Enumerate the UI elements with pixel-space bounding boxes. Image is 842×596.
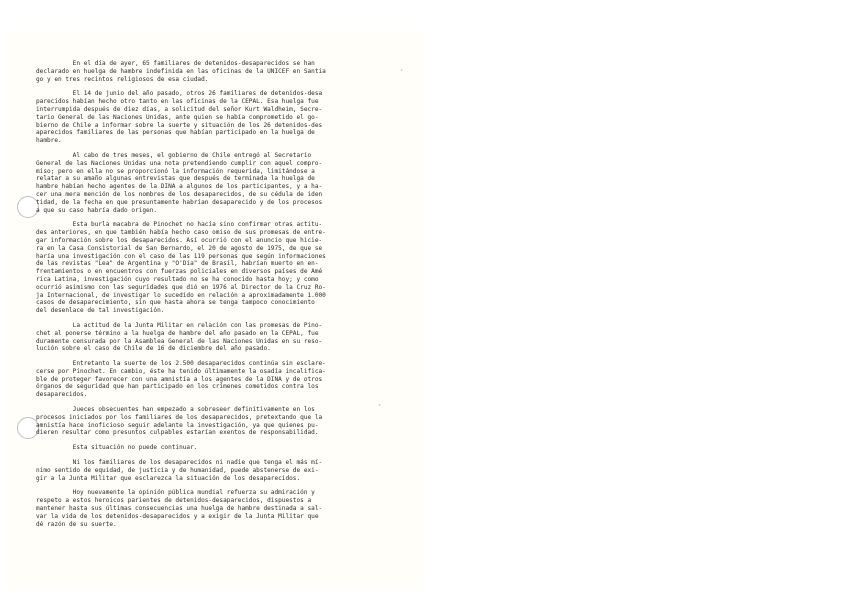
text-line: procesos iniciados por los familiares de los desaparecidos, pretextando que la <box>36 413 323 421</box>
text-line: relatar a su amaño algunas entrevistas que después de terminada la huelga de <box>36 175 315 183</box>
text-line: nimo sentido de equidad, de justicia y de humanidad, puede abstenerse de exi- <box>36 466 319 474</box>
text-line: var la vida de los detenidos-desaparecidos y a exigir de la Junta Militar que <box>36 512 319 520</box>
text-line: cer una mera mención de los nombres de los desaparecidos, de su cédula de iden <box>36 190 323 198</box>
paragraph-gap <box>36 353 418 360</box>
paragraph <box>36 459 418 482</box>
text-line: hambre habían hecho agentes de la DINA a algunos de los participantes, y a ha- <box>36 183 323 191</box>
text-line: mantener hasta sus últimas consecuencias una huelga de hambre destinada a sal- <box>36 505 323 513</box>
text-line: frentamientos o en encuentros con fuerzas policiales en diversos países de Amé <box>36 268 323 276</box>
text-line: a que su caso habría dado origen. <box>36 206 158 214</box>
text-line: ja Internacional, de investigar lo sucedido en relación a aproximadamente 1.000 <box>36 291 326 299</box>
text-line: General de las Naciones Unidas una nota pretendiendo cumplir con aquel compro- <box>36 159 323 167</box>
text-line: lución sobre el caso de Chile de 16 de diciembre del año pasado. <box>36 345 271 353</box>
text-line: Jueces obsecuentes han empezado a sobreseer definitivamente en los <box>36 406 315 414</box>
paragraph-gap <box>36 83 418 90</box>
text-line: parecidos habían hecho otro tanto en las oficinas de la CEPAL. Esa huelga fue <box>36 98 319 106</box>
text-line: duramente censurada por la Asamblea General de las Naciones Unidas en su reso- <box>36 337 323 345</box>
text-line: ble de proteger favorecer con una amnistía a los agentes de la DINA y de otros <box>36 375 323 383</box>
text-line: desaparecidos. <box>36 391 88 399</box>
text-line: des anteriores, en que también había hecho caso omiso de sus promesas de entre- <box>36 229 326 237</box>
text-line: de las revistas "Lea" de Argentina y "O'Dia" de Brasil, habrían muerto en en- <box>36 260 319 268</box>
text-line: tario General de las Naciones Unidas, ante quien se había comprometido el go- <box>36 113 319 121</box>
paragraph-gap <box>36 214 418 221</box>
paragraph <box>36 90 418 145</box>
text-line: aparecidos familiares de las personas que habían participado en la huelga de <box>36 129 315 137</box>
paragraph-gap <box>36 399 418 406</box>
margin-mark: · <box>378 402 382 409</box>
text-line: gir a la Junta Militar que esclarezca la situación de los desaparecidos. <box>36 474 301 482</box>
text-line: amnistía hace inoficioso seguir adelante la investigación, ya que quienes pu- <box>36 421 319 429</box>
text-line: El 14 de junio del año pasado, otros 26 familiares de detenidos-desa <box>36 90 323 98</box>
text-line: Esta burla macabra de Pinochet no hacía sino confirmar otras actitu- <box>36 221 323 229</box>
paragraph-gap <box>36 482 418 489</box>
paragraph-gap <box>36 452 418 459</box>
text-line: Entretanto la suerte de los 2.500 desaparecidos continúa sin esclare- <box>36 360 326 368</box>
text-line: ra en la Casa Consistorial de San Bernardo, el 20 de agosto de 1975, de que se <box>36 244 323 252</box>
paragraph <box>36 221 418 315</box>
text-line: miso; pero en ella no se proporcionó la información requerida, limitándose a <box>36 167 315 175</box>
text-line: Ni los familiares de los desaparecidos ni nadie que tenga el más mí- <box>36 459 323 467</box>
text-line: casos de desaparecimiento, sin que hasta ahora se tenga tampoco conocimiento <box>36 299 315 307</box>
paragraph-gap <box>36 437 418 444</box>
paragraph <box>36 444 418 452</box>
paragraph-gap <box>36 315 418 322</box>
text-line: tidad, de la fecha en que presuntamente habrían desaparecido y de los procesos <box>36 198 323 206</box>
paragraph <box>36 60 418 83</box>
paragraph <box>36 152 418 214</box>
text-line: órganos de seguridad que han participado en los crímenes cometidos contra los <box>36 383 319 391</box>
text-line: dieren resultar como presuntos culpables estarían exentos de responsabilidad. <box>36 429 319 437</box>
paragraph <box>36 360 418 399</box>
text-line: La actitud de la Junta Militar en relación con las promesas de Pino- <box>36 321 323 329</box>
text-line: En el día de ayer, 65 familiares de detenidos-desaparecidos se han <box>36 60 315 67</box>
paragraph <box>36 489 418 528</box>
text-line: Esta situación no puede continuar. <box>36 444 198 452</box>
text-line: haría una investigación con el caso de las 119 personas que según informaciones <box>36 252 326 260</box>
text-line: rica Latina, investigación cuyo resultado no se ha conocido hasta hoy; y como <box>36 275 319 283</box>
text-line: declarado en huelga de hambre indefinida en las oficinas de la UNICEF en Santia <box>36 67 326 75</box>
text-line: hambre. <box>36 137 62 145</box>
text-line: del desenlace de tal investigación. <box>36 307 165 315</box>
text-line: gar información sobre los desaparecidos. Así ocurrió con el anuncio que hicie- <box>36 236 323 244</box>
text-line: Al cabo de tres meses, el gobierno de Chile entregó al Secretario <box>36 151 312 159</box>
text-line: Hoy nuevamente la opinión pública mundial refuerza su admiración y <box>36 489 315 497</box>
text-line: ocurrió asimismo con las seguridades que dió en 1976 al Director de la Cruz Ro- <box>36 283 326 291</box>
text-line: interrumpida después de diez días, a solicitud del señor Kurt Waldheim, Secre- <box>36 105 323 113</box>
paragraph <box>36 322 418 353</box>
margin-mark: · <box>400 67 404 74</box>
text-line: bierno de Chile a informar sobre la suerte y situación de los 26 detenidos-des <box>36 121 323 129</box>
text-line: respeto a estos heroicos parientes de detenidos-desaparecidos, dispuestos a <box>36 497 312 505</box>
text-line: go y en tres recintos religiosos de esa ciudad. <box>36 75 209 83</box>
text-line: cerse por Pinochet. En cambio, éste ha tenido últimamente la osadía incalifica- <box>36 367 326 375</box>
paragraph <box>36 406 418 437</box>
paragraph-gap <box>36 145 418 152</box>
document-body <box>36 60 418 528</box>
text-line: chet al ponerse término a la huelga de hambre del año pasado en la CEPAL, fue <box>36 329 319 337</box>
text-line: dé razón de su suerte. <box>36 520 117 528</box>
